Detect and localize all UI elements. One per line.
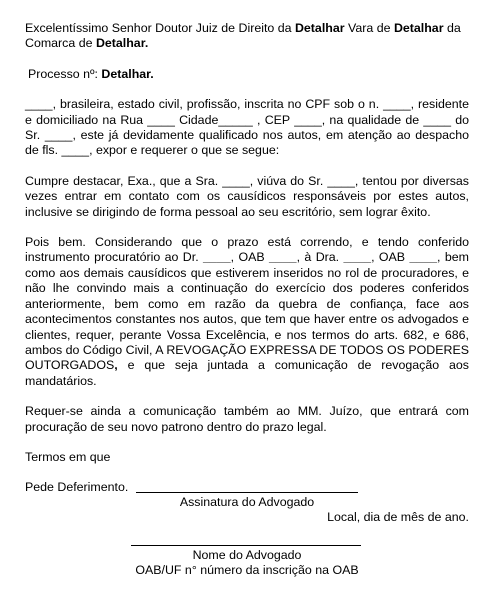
petition-document: [25, 21, 469, 525]
place-date: Local, dia de mês de ano.: [327, 509, 469, 524]
court-address: [25, 21, 469, 52]
closing-terms: Termos em que: [25, 449, 111, 464]
comarca-label: Comarca de: [25, 36, 96, 51]
lawyer-name-label: Nome do Advogado: [192, 548, 302, 562]
revocation-text-6: e que seja juntada a comunicação de revogação aos mandatários.: [25, 358, 469, 388]
second-lawyer-oab-blank: ____: [409, 250, 438, 265]
paragraph-context: Cumpre destacar, Exa., que a Sra. ____, viúva do Sr. ____, tentou por diversas vezes entrar em contato com os causídicos responsáveis por estes autos, inclusive se dirigindo de forma pessoal ao seu escritório, sem lograr êxito.: [25, 173, 469, 219]
process-value: Detalhar.: [101, 66, 154, 81]
process-number: [25, 67, 469, 82]
court-address-prefix: Excelentíssimo Senhor Doutor Juiz de Direito da: [25, 21, 295, 35]
second-lawyer-name-blank: ____: [343, 250, 372, 265]
court-vara-field: Detalhar: [294, 21, 345, 35]
lawyer-signature-label: Assinatura do Advogado: [179, 495, 315, 509]
revocation-text-1: Pois bem. Considerando que o prazo está correndo, e tendo conferido instrumento procuratório ao Dr.: [25, 235, 469, 265]
lawyer-name-blank: ____: [203, 250, 231, 265]
lawyer-oab-label: OAB/UF n° número da inscrição na OAB: [135, 563, 359, 578]
revocation-text-2: , OAB: [230, 250, 269, 265]
closing-request: Pede Deferimento.: [25, 480, 129, 495]
signature-line: [136, 492, 358, 493]
lawyer-signature-block: [25, 492, 469, 510]
court-address-mid: Vara de: [344, 21, 394, 35]
revocation-text-3: , à Dra.: [296, 250, 344, 265]
court-vara-number-field: Detalhar: [393, 21, 444, 35]
paragraph-new-counsel: Requer-se ainda a comunicação também ao MM. Juízo, que entrará com procuração de seu novo patrono dentro do prazo legal.: [25, 404, 469, 434]
comarca-field: Detalhar.: [95, 36, 149, 51]
revocation-text-5: , bem como aos demais causídicos que estiverem inseridos no rol de procuradores, e não lhe convindo mais a continuação do exercício dos poderes conferidos anteriormente, bem como em razão da quebra de confiança, face aos acontecimentos constantes nos autos, que tem que haver entre os advogados e clientes, requer, perante Vossa Excelência, e nos termos do arts. 682, e 686, ambos do Código Civil, A REVOGAÇÃO EXPRESSA DE TODOS OS PODERES OUTORGADOS: [25, 250, 469, 373]
paragraph-qualification: ____, brasileira, estado civil, profissão, inscrita no CPF sob o n. ____, residente e domiciliado na Rua ____ Cidade_____ , CEP ____, na qualidade de ____ do Sr. ____, este já devidamente qualificado nos autos, em atenção ao despacho de fls. ____, expor e requerer o que se segue:: [25, 97, 469, 158]
court-address-suffix: da: [443, 21, 461, 35]
lawyer-oab-blank: ____: [269, 250, 297, 265]
name-line: [131, 545, 361, 546]
revocation-comma: ,: [114, 358, 118, 373]
revocation-text-4: , OAB: [371, 250, 410, 265]
process-label: Processo nº:: [28, 66, 102, 81]
lawyer-name-block: [25, 545, 469, 579]
paragraph-revocation: [25, 235, 469, 389]
